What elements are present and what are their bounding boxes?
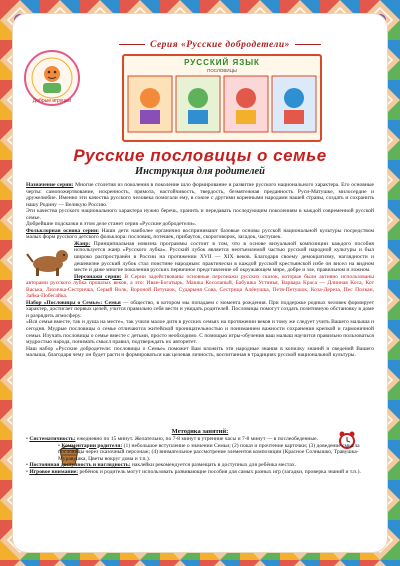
page-subtitle: Инструкция для родителей: [135, 166, 265, 177]
method-item: • Игровое внимание: ребёнок и родитель могут использовать развивающие пособия для самых разных игр (загадки, проверка знаний и т.п.).: [26, 468, 361, 475]
paragraph-genre: Жанр: Принципиальная новизна программы состоит в том, что в основе визуальной композиции каждого пособия используется жанр «Русского лубка». Русский лубок является неотъемлемой частью русской народной культуры и был широко распространён в России на протяжении XVII — XIX веков. Благодаря своему демократизму, наглядности и дешевизне русский лубок стал поистине народным: практически в каждой русской крестьянской избе он висел на видном месте и даже многие поколения русских первичное представление об окружающем мире, добре и зле, правильном и ложном.: [26, 241, 374, 274]
paragraph-hint: Добрейшие подсказки в этом деле станет серия «Русские добродетели».: [26, 221, 197, 228]
method-item: • Постоянная доступность и наглядность: наклейки рекомендуется размещать в доступных для ребёнка местах.: [26, 462, 297, 469]
paragraph-summary: Наш набор «Русские добродетели: пословицы о Семье» поможет Вам вложить эти народные знания в копилку знаний и сведений Вашего малыша, благодаря чему он будет расти и формироваться как целевая личность, воспитанная в традициях русской национальной культуры.: [26, 345, 374, 359]
paragraph-set: Набор «Пословицы о Семье»: Семья — общество, в котором мы попадаем с момента рождения. При поддержке родных человек формирует характер, достигает первых целей, учится правильно себя вести и увидать родителей. Пословицы помогут создать позитивную обстановку в доме и разрядить атмосферу.: [26, 299, 375, 319]
cover-subtitle: ПОСЛОВИЦЫ: [207, 68, 237, 73]
instruction-text: [26, 182, 374, 359]
series-title: Серия «Русские добродетели»: [90, 40, 350, 50]
logo-text: Добрые игрушки: [32, 98, 72, 104]
method-item: • Комментарии родителя: (1) небольшое вступление о значении Семьи; (2) показ и прочтение карточки; (3) доведение смысла пословицы через сказочный персонаж; (4) внимательное рассмотрение элементов композиции (Красное Солнышко, Травушка-Муравушка, Цветы вокруг дома и т.п.).: [58, 442, 360, 462]
cover-illustration: [124, 70, 320, 140]
paragraph-qualities: Эти качества русского национального характера нужно беречь, хранить и передавать последующим поколениям в каждой современной русской семье.: [26, 208, 374, 221]
paragraph-characters: Персонажи серии: В Серии задействованы основные персонажи русских сказок, которые были активно использованы авторами русского лубка прошлых веков, а это: Иван-Богатырь, Машка Косолапый, Бабушка Устинья, Варвара Краса — Длинная Коса, Кот Васька, Лисичка-Сестричка, Серый Волк, Вороной Петушок, Сударыня Сова, Сестрица Алёнушка, Петя-Петушок, Коза-Дереза, Пес Полкан, Зайка-Побегайка.: [26, 273, 374, 300]
method-item: • Систематичность: ежедневно по 15 минут. Желательно, по 7-8 минут в утренние часы и 7-8 минут — в послеобеденные.: [26, 436, 318, 442]
paragraph-family: «Вся семья вместе, так и душа на месте», так учили малое дитя в русских семьях на протяжении веков и тому же следует учить Вашего малыша и сегодня. Мудрые пословицы о семье отличаются житейской проницательностью и пониманием важности сохранения крепкой и гармоничной семьи. Изучать пословицы о семье вместе с детьми, просто необходимо. С помощью игры-обучения ваш малыш научится правильно пользоваться мудростью народа, понимать смысл правил, подтверждать их авторитет.: [26, 319, 374, 346]
brand-logo: [22, 48, 82, 108]
product-cover-image: [122, 54, 322, 142]
methods-title: Методика занятий:: [171, 428, 229, 435]
methods-list: [26, 436, 374, 476]
page-title: Русские пословицы о семье: [73, 146, 327, 165]
lubok-dog-illustration: [26, 242, 70, 278]
paragraph-folklore: Фольклорная основа серии: Наши дети наиболее органично воспринимают базовые основы русской национальной культуры посредством малых форм русского детского фольклора: пословиц, потешек, прибауток, скороговорок, загадок, частушек.: [26, 227, 375, 241]
cover-title: РУССКИЙ ЯЗЫК: [184, 58, 260, 67]
paragraph-purpose: Назначение серии: Многие столетия из поколения в поколение шло формирование и развитие русского национального характера. Его основные черты: самопожертвование, искренность, прямота, настойчивость, твердость, безмятежная преданность Руси-Матушке, милосердие и дружелюбие. Именно эти качества русского человека помогали ему, в союзе с другими коренными народами нашей страны, создать и сохранить нашу Родину — Великую Россию.: [26, 182, 375, 208]
